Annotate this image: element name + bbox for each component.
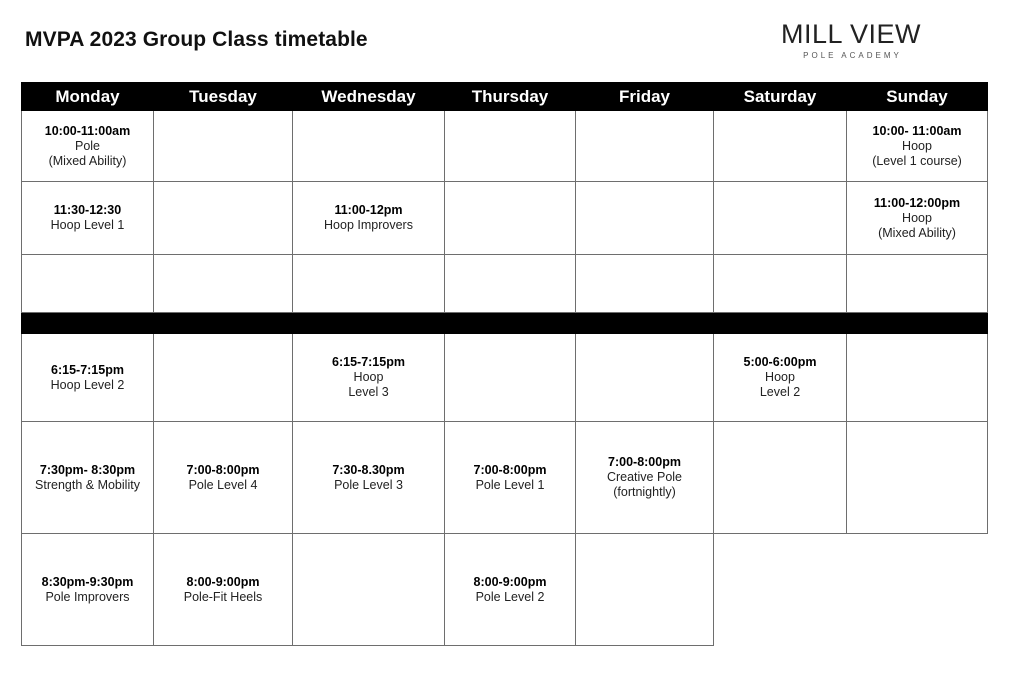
empty-cell bbox=[154, 255, 293, 313]
class-cell bbox=[22, 534, 154, 646]
class-detail: (Mixed Ability) bbox=[48, 153, 127, 168]
class-cell bbox=[445, 534, 576, 646]
class-cell bbox=[22, 182, 154, 255]
class-detail: (Level 1 course) bbox=[872, 153, 962, 168]
mill-view-logo bbox=[773, 18, 929, 60]
class-detail: (fortnightly) bbox=[613, 485, 676, 499]
class-time: 7:30pm- 8:30pm bbox=[39, 462, 136, 477]
class-detail: (Mixed Ability) bbox=[878, 225, 956, 240]
class-time: 10:00-11:00am bbox=[44, 123, 131, 138]
class-time: 5:00-6:00pm bbox=[743, 355, 817, 369]
class-cell bbox=[154, 534, 293, 646]
empty-cell bbox=[445, 334, 576, 422]
class-name: Hoop Improvers bbox=[324, 218, 413, 232]
empty-cell bbox=[576, 534, 714, 646]
empty-cell bbox=[714, 182, 847, 255]
morning-row-3 bbox=[22, 255, 988, 313]
empty-cell bbox=[293, 534, 445, 646]
class-cell bbox=[22, 422, 154, 534]
class-name: Pole bbox=[74, 138, 101, 153]
empty-cell bbox=[576, 111, 714, 182]
evening-row-3 bbox=[22, 534, 988, 646]
empty-cell bbox=[847, 255, 988, 313]
class-cell bbox=[293, 334, 445, 422]
morning-row-1 bbox=[22, 111, 988, 182]
class-name: Hoop Level 1 bbox=[50, 218, 125, 232]
empty-cell bbox=[293, 255, 445, 313]
class-name: Pole-Fit Heels bbox=[183, 589, 263, 604]
class-name: Pole Level 4 bbox=[188, 477, 258, 492]
day-header-saturday: Saturday bbox=[714, 83, 847, 111]
session-divider bbox=[22, 313, 988, 334]
class-name: Hoop Level 2 bbox=[50, 377, 125, 392]
class-name: Hoop bbox=[353, 370, 384, 384]
empty-cell bbox=[576, 334, 714, 422]
empty-cell bbox=[576, 255, 714, 313]
class-time: 7:00-8:00pm bbox=[608, 455, 681, 469]
day-header-thursday: Thursday bbox=[445, 83, 576, 111]
class-detail: Level 3 bbox=[348, 385, 389, 399]
empty-cell bbox=[293, 111, 445, 182]
class-cell bbox=[576, 422, 714, 534]
class-name: Pole Level 1 bbox=[475, 477, 545, 492]
class-cell bbox=[847, 182, 988, 255]
class-time: 8:30pm-9:30pm bbox=[41, 574, 134, 589]
empty-cell bbox=[714, 111, 847, 182]
day-header-sunday: Sunday bbox=[847, 83, 988, 111]
empty-cell bbox=[847, 422, 988, 534]
session-divider-row bbox=[22, 313, 988, 334]
empty-cell bbox=[154, 182, 293, 255]
class-time: 10:00- 11:00am bbox=[872, 123, 962, 138]
class-name: Strength & Mobility bbox=[35, 477, 140, 492]
class-time: 7:00-8:00pm bbox=[186, 462, 260, 477]
class-name: Hoop bbox=[902, 138, 932, 153]
class-time: 11:00-12pm bbox=[334, 203, 403, 217]
day-header-friday: Friday bbox=[576, 83, 714, 111]
page-title: MVPA 2023 Group Class timetable bbox=[25, 28, 368, 51]
empty-cell bbox=[22, 255, 154, 313]
day-header-tuesday: Tuesday bbox=[154, 83, 293, 111]
class-cell bbox=[445, 422, 576, 534]
class-name: Creative Pole bbox=[606, 470, 683, 484]
day-header-wednesday: Wednesday bbox=[293, 83, 445, 111]
day-header-monday: Monday bbox=[22, 83, 154, 111]
day-header-row bbox=[22, 83, 988, 111]
evening-row-1 bbox=[22, 334, 988, 422]
class-time: 8:00-9:00pm bbox=[473, 574, 547, 589]
morning-row-2 bbox=[22, 182, 988, 255]
evening-row-2 bbox=[22, 422, 988, 534]
blank-space bbox=[714, 534, 847, 646]
empty-cell bbox=[154, 334, 293, 422]
class-time: 6:15-7:15pm bbox=[51, 362, 124, 377]
class-cell bbox=[714, 334, 847, 422]
class-name: Pole Level 3 bbox=[334, 477, 403, 492]
class-cell bbox=[22, 334, 154, 422]
empty-cell bbox=[154, 111, 293, 182]
class-time: 6:15-7:15pm bbox=[332, 355, 405, 369]
class-detail: Level 2 bbox=[759, 385, 801, 399]
class-time: 11:30-12:30 bbox=[53, 203, 122, 217]
class-time: 8:00-9:00pm bbox=[186, 574, 260, 589]
class-name: Hoop bbox=[902, 210, 932, 225]
class-cell bbox=[22, 111, 154, 182]
empty-cell bbox=[445, 111, 576, 182]
class-time: 7:00-8:00pm bbox=[473, 462, 547, 477]
class-time: 7:30-8.30pm bbox=[332, 462, 405, 477]
class-cell bbox=[847, 111, 988, 182]
class-name: Pole Improvers bbox=[45, 589, 130, 604]
empty-cell bbox=[576, 182, 714, 255]
empty-cell bbox=[847, 334, 988, 422]
logo-tagline: POLE ACADEMY bbox=[803, 51, 902, 60]
class-name: Pole Level 2 bbox=[475, 589, 545, 604]
empty-cell bbox=[714, 422, 847, 534]
timetable bbox=[21, 82, 988, 646]
empty-cell bbox=[445, 182, 576, 255]
class-cell bbox=[154, 422, 293, 534]
class-time: 11:00-12:00pm bbox=[873, 195, 961, 210]
class-cell bbox=[293, 182, 445, 255]
class-cell bbox=[293, 422, 445, 534]
empty-cell bbox=[445, 255, 576, 313]
class-name: Hoop bbox=[765, 370, 795, 384]
blank-space bbox=[847, 534, 988, 646]
empty-cell bbox=[714, 255, 847, 313]
logo-wordmark: MILL VIEW bbox=[780, 19, 922, 49]
